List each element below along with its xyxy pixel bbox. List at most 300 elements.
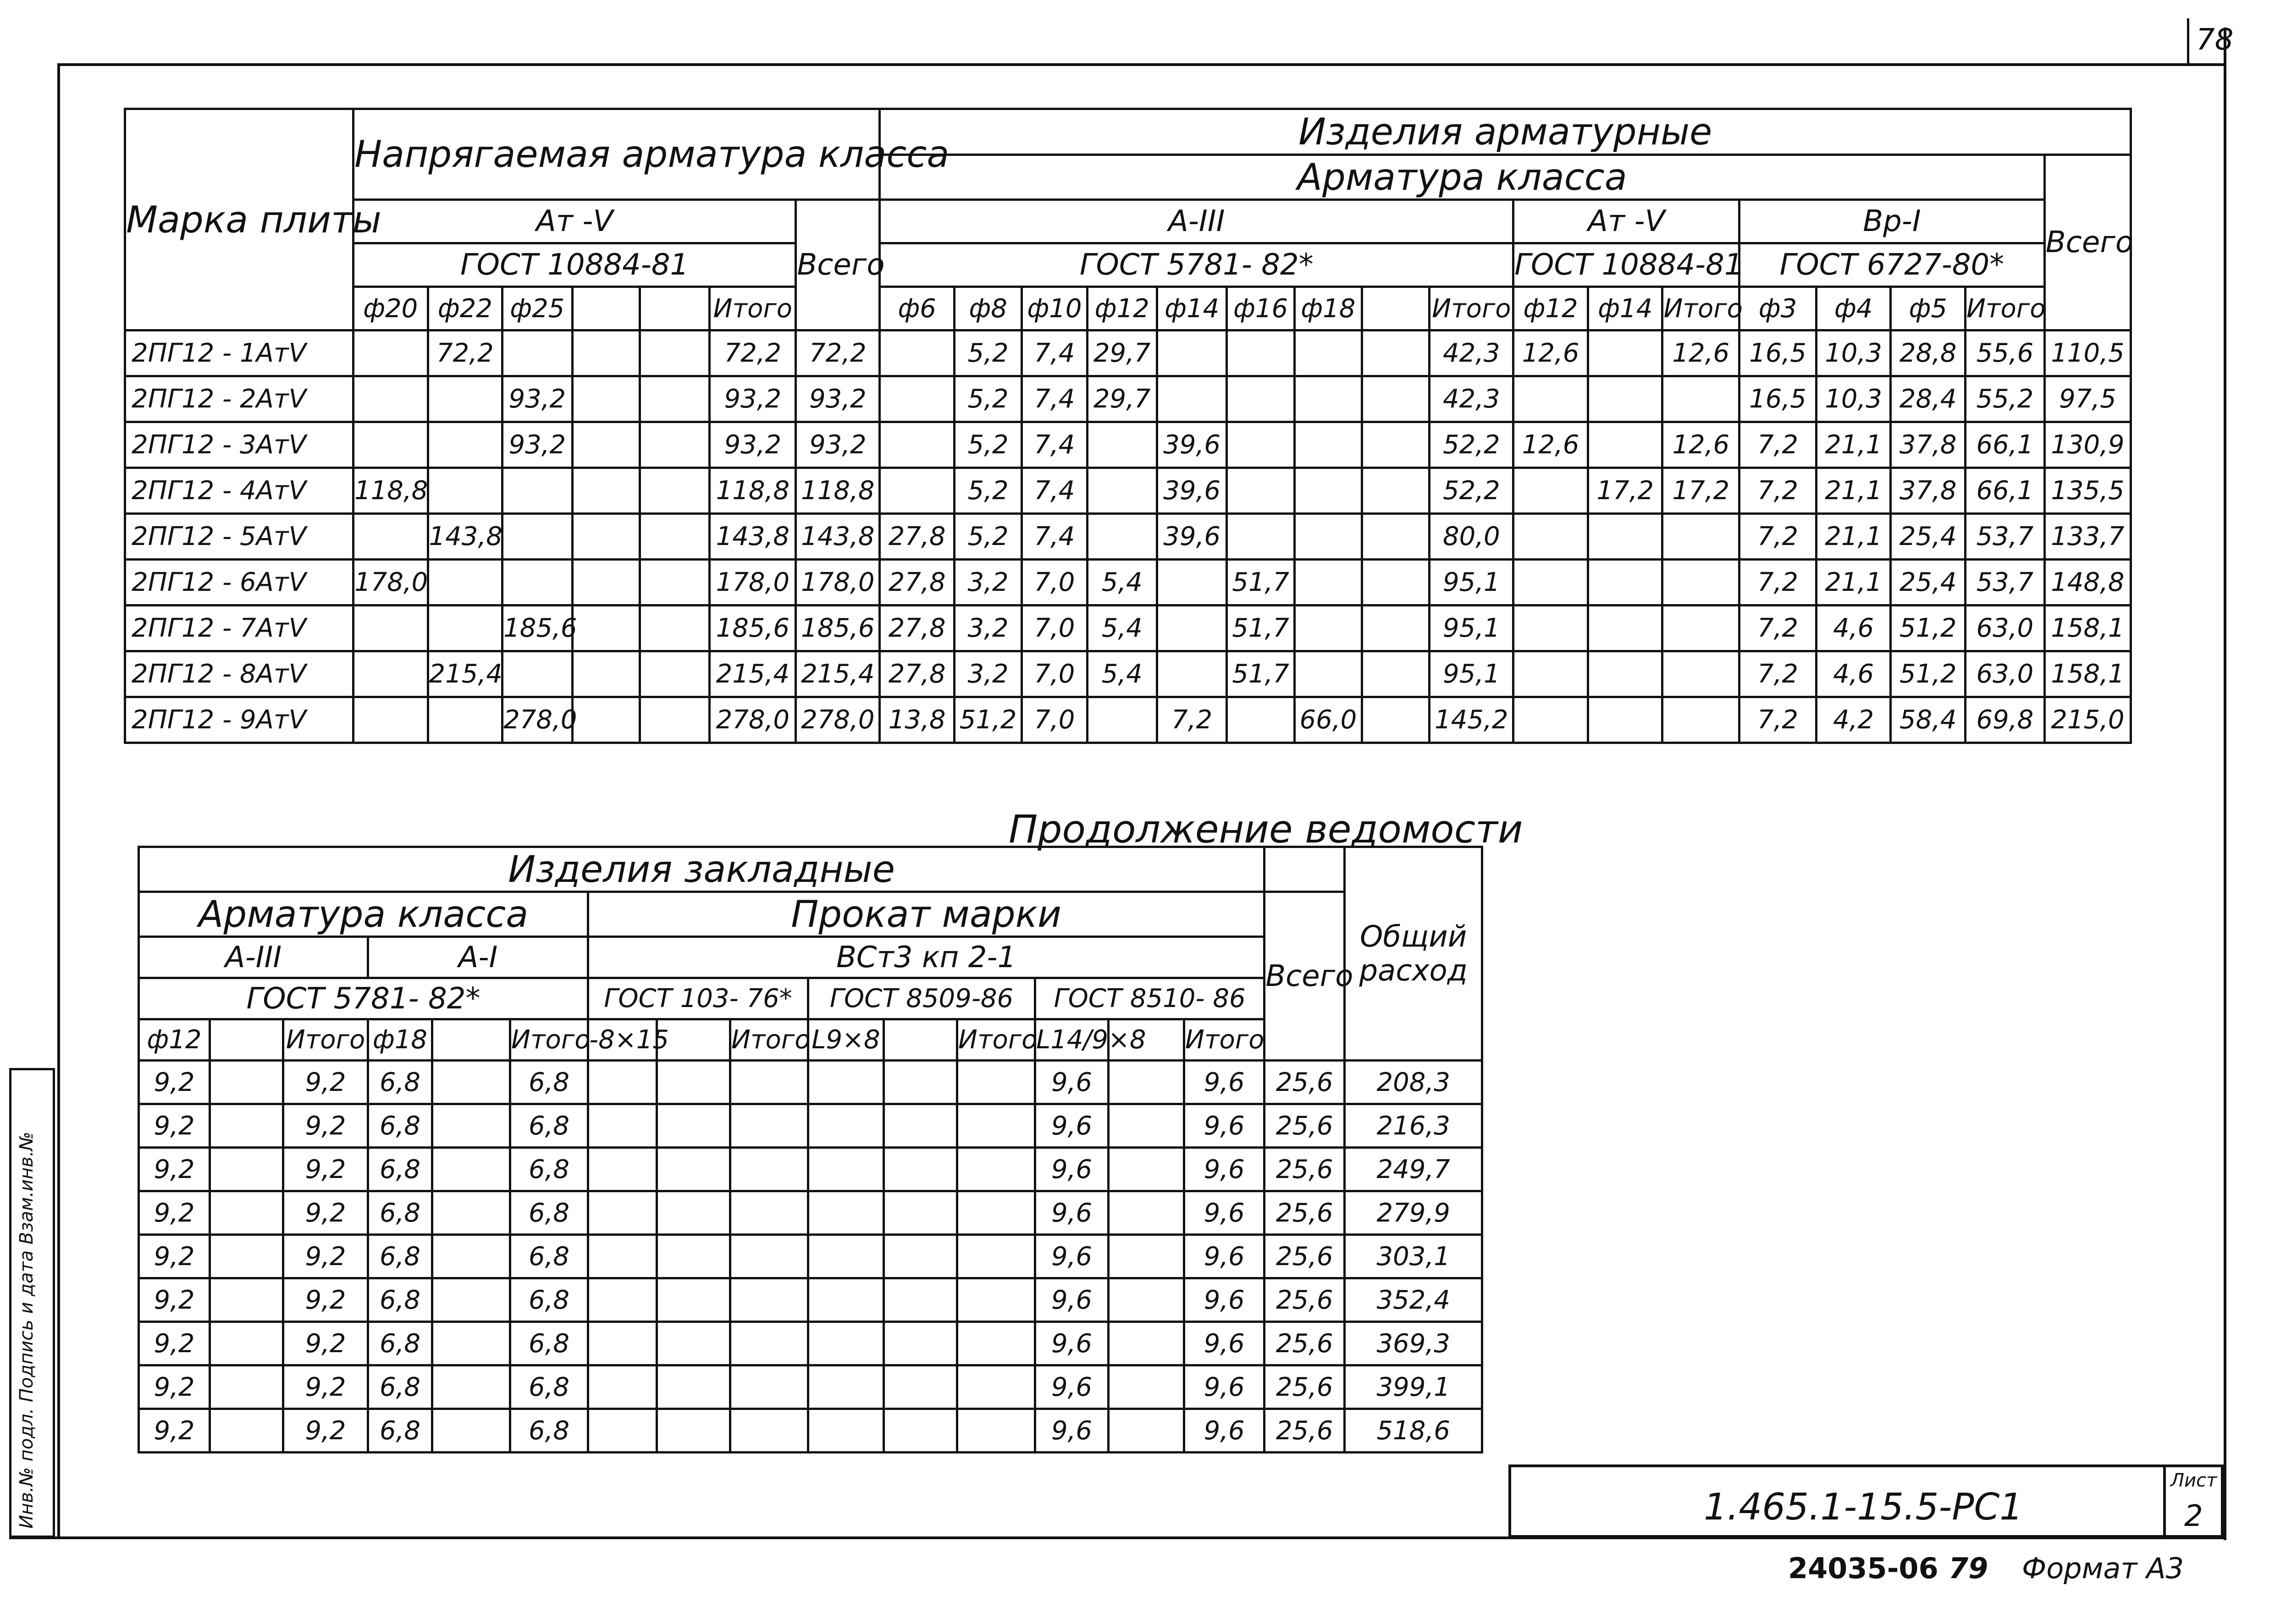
- table-cell: 9,2: [283, 1061, 368, 1104]
- table-cell: 95,1: [1430, 606, 1513, 651]
- table-cell: [432, 1278, 510, 1322]
- table-cell: [1157, 376, 1226, 422]
- subheader: ф14: [1157, 287, 1226, 330]
- table-cell: [353, 330, 428, 376]
- page-number-box-left: [2187, 18, 2189, 64]
- table-cell: [880, 376, 955, 422]
- table-cell: 27,8: [880, 514, 955, 560]
- table-cell: 6,8: [368, 1235, 432, 1278]
- table-cell: [572, 468, 640, 514]
- table-cell: [884, 1365, 957, 1409]
- table-cell: [957, 1104, 1035, 1148]
- table-cell: 12,6: [1662, 422, 1739, 468]
- header-a3-2: А-III: [139, 937, 368, 978]
- side-strip-text: Инв.№ подл. Подпись и дата Взам.инв.№: [16, 1131, 37, 1529]
- table-cell: 69,8: [1966, 697, 2045, 743]
- table-cell: 9,6: [1184, 1061, 1264, 1104]
- table-cell: [808, 1409, 884, 1453]
- table-cell: 9,2: [283, 1191, 368, 1235]
- subheader: [210, 1019, 283, 1061]
- table-cell: [640, 468, 709, 514]
- table-cell: [1513, 468, 1588, 514]
- header-at5: Aт -V: [353, 200, 795, 243]
- table-cell: 399,1: [1345, 1365, 1482, 1409]
- table-cell: [572, 514, 640, 560]
- sheet-cell: [2163, 1467, 2221, 1535]
- table-cell: 9,6: [1035, 1322, 1109, 1365]
- header-total-3: Всего: [1264, 892, 1345, 1061]
- subheader: ф8: [954, 287, 1022, 330]
- table-cell: [1513, 606, 1588, 651]
- table-cell: [640, 422, 709, 468]
- table-cell: 9,6: [1035, 1409, 1109, 1453]
- header-vr1: Вр-I: [1739, 200, 2045, 243]
- table-cell: [1588, 651, 1662, 697]
- table-cell: 39,6: [1157, 514, 1226, 560]
- table-cell: [657, 1409, 730, 1453]
- subheader: ф12: [1087, 287, 1157, 330]
- table-cell: [210, 1061, 283, 1104]
- table-row: [125, 697, 2131, 743]
- table-cell: [640, 560, 709, 606]
- header-total-2: Всего: [2044, 155, 2131, 330]
- table-cell: 9,6: [1184, 1104, 1264, 1148]
- table-cell: 6,8: [368, 1061, 432, 1104]
- table-cell: [588, 1104, 657, 1148]
- table-cell: 66,1: [1966, 422, 2045, 468]
- header-overall: Общий расход: [1345, 847, 1482, 1061]
- table-cell: 6,8: [510, 1148, 588, 1191]
- table-cell: 143,8: [710, 514, 796, 560]
- subheader: L14/9×8: [1035, 1019, 1109, 1061]
- table-cell: 148,8: [2044, 560, 2131, 606]
- table-cell: [657, 1061, 730, 1104]
- table-cell: [657, 1235, 730, 1278]
- table-cell: [957, 1191, 1035, 1235]
- subheader: Итого: [1966, 287, 2045, 330]
- table-cell: [884, 1061, 957, 1104]
- table-cell: 6,8: [368, 1278, 432, 1322]
- table-cell: 9,2: [283, 1104, 368, 1148]
- table-cell: [1109, 1365, 1184, 1409]
- table-cell: 5,2: [954, 422, 1022, 468]
- table-cell: 63,0: [1966, 606, 2045, 651]
- bottom-code: 24035-06: [1788, 1552, 1938, 1585]
- table-cell: [588, 1235, 657, 1278]
- table-cell: 9,2: [283, 1148, 368, 1191]
- table-cell: [432, 1061, 510, 1104]
- table-cell: [1662, 651, 1739, 697]
- doc-code: 1.465.1-15.5-РС1: [1704, 1486, 2023, 1528]
- table-row: [139, 1365, 1482, 1409]
- table-cell: [1294, 330, 1362, 376]
- row-mark: 2ПГ12 - 2АтV: [125, 376, 353, 422]
- sheet-number: 2: [2184, 1499, 2203, 1533]
- table-cell: 7,2: [1739, 697, 1817, 743]
- header-gost10884: ГОСТ 10884-81: [353, 243, 795, 287]
- table-cell: 279,9: [1345, 1191, 1482, 1235]
- table-cell: [884, 1278, 957, 1322]
- table-cell: 28,4: [1891, 376, 1966, 422]
- table-cell: [1109, 1191, 1184, 1235]
- table-cell: [353, 606, 428, 651]
- table-cell: 72,2: [710, 330, 796, 376]
- table-cell: 7,0: [1022, 651, 1087, 697]
- table-cell: [1662, 376, 1739, 422]
- table-cell: 93,2: [502, 422, 572, 468]
- subheader: -8×15: [588, 1019, 657, 1061]
- table-cell: [1513, 560, 1588, 606]
- table-cell: [1362, 560, 1430, 606]
- table-cell: [884, 1409, 957, 1453]
- table-cell: 110,5: [2044, 330, 2131, 376]
- table-cell: [502, 560, 572, 606]
- table-row: [125, 468, 2131, 514]
- table-cell: 51,2: [1891, 606, 1966, 651]
- table-cell: 216,3: [1345, 1104, 1482, 1148]
- table-cell: 6,8: [510, 1104, 588, 1148]
- subheader: ф18: [368, 1019, 432, 1061]
- table-cell: [808, 1061, 884, 1104]
- table-cell: 9,2: [139, 1104, 210, 1148]
- table-cell: 352,4: [1345, 1278, 1482, 1322]
- table-cell: 95,1: [1430, 560, 1513, 606]
- table-cell: [432, 1191, 510, 1235]
- table-cell: [808, 1191, 884, 1235]
- table-cell: 3,2: [954, 651, 1022, 697]
- table-cell: [1109, 1322, 1184, 1365]
- table-cell: 6,8: [368, 1191, 432, 1235]
- table-cell: 63,0: [1966, 651, 2045, 697]
- table-cell: 53,7: [1966, 560, 2045, 606]
- table-cell: 6,8: [368, 1148, 432, 1191]
- table-cell: 72,2: [796, 330, 880, 376]
- table-cell: [502, 330, 572, 376]
- table-row: [125, 376, 2131, 422]
- table-cell: 278,0: [502, 697, 572, 743]
- table-cell: [588, 1148, 657, 1191]
- table-cell: 9,6: [1184, 1409, 1264, 1453]
- table-cell: 9,2: [139, 1409, 210, 1453]
- embedded-table: [138, 846, 1483, 1453]
- table-cell: 7,4: [1022, 514, 1087, 560]
- table-cell: 12,6: [1662, 330, 1739, 376]
- table-cell: 93,2: [796, 422, 880, 468]
- table-cell: 118,8: [353, 468, 428, 514]
- table-cell: 7,2: [1157, 697, 1226, 743]
- table-cell: [1513, 514, 1588, 560]
- table-cell: 25,6: [1264, 1322, 1345, 1365]
- header-armclass: Арматура класса: [880, 155, 2044, 200]
- table-cell: [502, 651, 572, 697]
- row-mark: 2ПГ12 - 7АтV: [125, 606, 353, 651]
- table-cell: [572, 422, 640, 468]
- table-cell: [353, 376, 428, 422]
- table-cell: 55,2: [1966, 376, 2045, 422]
- table-cell: 97,5: [2044, 376, 2131, 422]
- table-cell: 10,3: [1816, 376, 1891, 422]
- table-cell: [1362, 468, 1430, 514]
- header-steel: ВСт3 кп 2-1: [588, 937, 1264, 978]
- table-cell: 25,6: [1264, 1148, 1345, 1191]
- subheader: ф6: [880, 287, 955, 330]
- table-cell: [1362, 422, 1430, 468]
- table-cell: 7,2: [1739, 422, 1817, 468]
- table-row: [139, 1235, 1482, 1278]
- sheet-label: Лист: [2170, 1470, 2217, 1491]
- table-cell: [1662, 514, 1739, 560]
- subheader: ф3: [1739, 287, 1817, 330]
- table-cell: [730, 1061, 808, 1104]
- format-label: Формат А3: [2022, 1552, 2184, 1585]
- table-row: [125, 514, 2131, 560]
- table-cell: [1588, 606, 1662, 651]
- page-number: 78: [2196, 23, 2234, 57]
- table-cell: [1157, 560, 1226, 606]
- table-cell: 51,2: [954, 697, 1022, 743]
- table-cell: 7,4: [1022, 468, 1087, 514]
- table-cell: [588, 1409, 657, 1453]
- header-gost8510: ГОСТ 8510- 86: [1035, 978, 1264, 1019]
- table-cell: [1157, 651, 1226, 697]
- table-cell: [588, 1191, 657, 1235]
- table-cell: [730, 1235, 808, 1278]
- table-cell: 145,2: [1430, 697, 1513, 743]
- table-cell: [210, 1365, 283, 1409]
- header-tension: Напрягаемая арматура класса: [353, 109, 879, 200]
- header-embedded: Изделия закладные: [139, 847, 1264, 892]
- subheader: [432, 1019, 510, 1061]
- table-cell: [1362, 697, 1430, 743]
- subheader: ф10: [1022, 287, 1087, 330]
- table-cell: 9,2: [283, 1235, 368, 1278]
- subheader: ф18: [1294, 287, 1362, 330]
- table-cell: 5,2: [954, 330, 1022, 376]
- table-cell: [884, 1235, 957, 1278]
- table-cell: 9,2: [139, 1322, 210, 1365]
- subheader: [572, 287, 640, 330]
- table-cell: [588, 1061, 657, 1104]
- table-cell: 9,2: [283, 1322, 368, 1365]
- table-cell: 55,6: [1966, 330, 2045, 376]
- table-cell: [432, 1235, 510, 1278]
- table-cell: 9,6: [1184, 1148, 1264, 1191]
- table-cell: 9,2: [139, 1148, 210, 1191]
- table-cell: 93,2: [502, 376, 572, 422]
- table-cell: [1362, 651, 1430, 697]
- table-cell: [1294, 376, 1362, 422]
- header-gost5781: ГОСТ 5781- 82*: [880, 243, 1513, 287]
- row-mark: 2ПГ12 - 5АтV: [125, 514, 353, 560]
- table-cell: [1513, 651, 1588, 697]
- table-cell: 9,6: [1035, 1191, 1109, 1235]
- table-cell: [353, 514, 428, 560]
- subheader: Итого: [1430, 287, 1513, 330]
- table-cell: 118,8: [796, 468, 880, 514]
- table-cell: [730, 1191, 808, 1235]
- table-cell: [502, 468, 572, 514]
- table-cell: 58,4: [1891, 697, 1966, 743]
- table-cell: 130,9: [2044, 422, 2131, 468]
- table-cell: 7,2: [1739, 606, 1817, 651]
- table-cell: [1294, 422, 1362, 468]
- table-cell: 4,2: [1816, 697, 1891, 743]
- table-cell: [210, 1278, 283, 1322]
- table-cell: [1588, 330, 1662, 376]
- table-cell: [428, 606, 502, 651]
- table-cell: 143,8: [428, 514, 502, 560]
- table-cell: 95,1: [1430, 651, 1513, 697]
- table-cell: [657, 1148, 730, 1191]
- table-cell: 118,8: [710, 468, 796, 514]
- table-cell: 29,7: [1087, 330, 1157, 376]
- header-a3: А-III: [880, 200, 1513, 243]
- header-a1: А-I: [368, 937, 588, 978]
- table-cell: 9,2: [139, 1191, 210, 1235]
- table-cell: 185,6: [710, 606, 796, 651]
- table-cell: 6,8: [368, 1322, 432, 1365]
- table-cell: 9,2: [139, 1061, 210, 1104]
- table-cell: [730, 1322, 808, 1365]
- table-cell: [432, 1365, 510, 1409]
- table-cell: 9,6: [1035, 1104, 1109, 1148]
- table-cell: 27,8: [880, 651, 955, 697]
- header-total: Всего: [796, 200, 880, 330]
- table-cell: 4,6: [1816, 651, 1891, 697]
- bottom-number: 79: [1949, 1552, 1988, 1585]
- table-row: [139, 1061, 1482, 1104]
- subheader: Итого: [1184, 1019, 1264, 1061]
- table-cell: 51,7: [1227, 560, 1294, 606]
- table-cell: [210, 1148, 283, 1191]
- table-cell: 9,2: [139, 1365, 210, 1409]
- subheader: Итого: [1662, 287, 1739, 330]
- row-mark: 2ПГ12 - 1АтV: [125, 330, 353, 376]
- table-row: [125, 330, 2131, 376]
- table-cell: [657, 1191, 730, 1235]
- table-cell: [640, 514, 709, 560]
- table-cell: [730, 1365, 808, 1409]
- table-cell: 42,3: [1430, 330, 1513, 376]
- table-cell: [1588, 376, 1662, 422]
- table-cell: [640, 697, 709, 743]
- table-cell: 5,2: [954, 514, 1022, 560]
- table-cell: 9,2: [139, 1235, 210, 1278]
- table-cell: [808, 1104, 884, 1148]
- table-cell: 42,3: [1430, 376, 1513, 422]
- table-cell: [1087, 514, 1157, 560]
- table-cell: [588, 1365, 657, 1409]
- table-cell: 93,2: [710, 376, 796, 422]
- table-cell: 51,7: [1227, 606, 1294, 651]
- table-cell: [210, 1409, 283, 1453]
- table-cell: [1362, 330, 1430, 376]
- table-cell: 7,0: [1022, 606, 1087, 651]
- table-cell: 9,6: [1035, 1061, 1109, 1104]
- table-cell: 303,1: [1345, 1235, 1482, 1278]
- table-cell: 9,2: [283, 1278, 368, 1322]
- table-cell: [588, 1278, 657, 1322]
- table-cell: [1109, 1148, 1184, 1191]
- table-cell: 185,6: [502, 606, 572, 651]
- table-cell: 7,4: [1022, 330, 1087, 376]
- table-cell: [353, 651, 428, 697]
- table-cell: [640, 651, 709, 697]
- table-cell: [432, 1322, 510, 1365]
- table-cell: 7,2: [1739, 514, 1817, 560]
- header-gost10884-b: ГОСТ 10884-81: [1513, 243, 1739, 287]
- table-cell: 9,6: [1184, 1365, 1264, 1409]
- table-cell: 66,1: [1966, 468, 2045, 514]
- subheader: ф25: [502, 287, 572, 330]
- subheader: [640, 287, 709, 330]
- subheader: ф5: [1891, 287, 1966, 330]
- table-cell: [640, 330, 709, 376]
- table-cell: [884, 1104, 957, 1148]
- table-cell: 278,0: [710, 697, 796, 743]
- table-cell: 13,8: [880, 697, 955, 743]
- table-cell: 9,2: [283, 1409, 368, 1453]
- table-cell: 215,4: [796, 651, 880, 697]
- table-cell: 21,1: [1816, 468, 1891, 514]
- table-cell: [1513, 697, 1588, 743]
- table-cell: 215,4: [710, 651, 796, 697]
- table-cell: 25,6: [1264, 1061, 1345, 1104]
- table-row: [139, 1148, 1482, 1191]
- header-mark: Марка плиты: [125, 109, 353, 330]
- table-row: [125, 606, 2131, 651]
- table-cell: 7,2: [1739, 560, 1817, 606]
- table-cell: 51,7: [1227, 651, 1294, 697]
- table-cell: [502, 514, 572, 560]
- table-cell: [1294, 468, 1362, 514]
- table-cell: 27,8: [880, 606, 955, 651]
- table-cell: [884, 1148, 957, 1191]
- table-row: [139, 1409, 1482, 1453]
- table-cell: [1109, 1409, 1184, 1453]
- table-cell: 3,2: [954, 606, 1022, 651]
- table-cell: [884, 1322, 957, 1365]
- table-cell: 278,0: [796, 697, 880, 743]
- table-cell: [1157, 330, 1226, 376]
- table-cell: [572, 330, 640, 376]
- table-cell: 6,8: [510, 1409, 588, 1453]
- table-cell: [428, 468, 502, 514]
- table-cell: 25,4: [1891, 560, 1966, 606]
- table-cell: [1109, 1235, 1184, 1278]
- frame-top: [60, 63, 2224, 66]
- table-cell: 17,2: [1588, 468, 1662, 514]
- subheader: [1362, 287, 1430, 330]
- table-cell: [808, 1322, 884, 1365]
- table-cell: 10,3: [1816, 330, 1891, 376]
- table-cell: 5,2: [954, 468, 1022, 514]
- table-cell: 6,8: [510, 1235, 588, 1278]
- table-cell: [730, 1104, 808, 1148]
- table-cell: [808, 1235, 884, 1278]
- table-cell: 3,2: [954, 560, 1022, 606]
- table-cell: [884, 1191, 957, 1235]
- table-cell: 25,6: [1264, 1104, 1345, 1148]
- table-cell: [1588, 697, 1662, 743]
- table-cell: [657, 1322, 730, 1365]
- table-cell: [880, 468, 955, 514]
- table-cell: [1227, 468, 1294, 514]
- table-cell: 133,7: [2044, 514, 2131, 560]
- header-gost103: ГОСТ 103- 76*: [588, 978, 808, 1019]
- title-block: [1508, 1464, 2224, 1538]
- table-cell: 9,6: [1035, 1278, 1109, 1322]
